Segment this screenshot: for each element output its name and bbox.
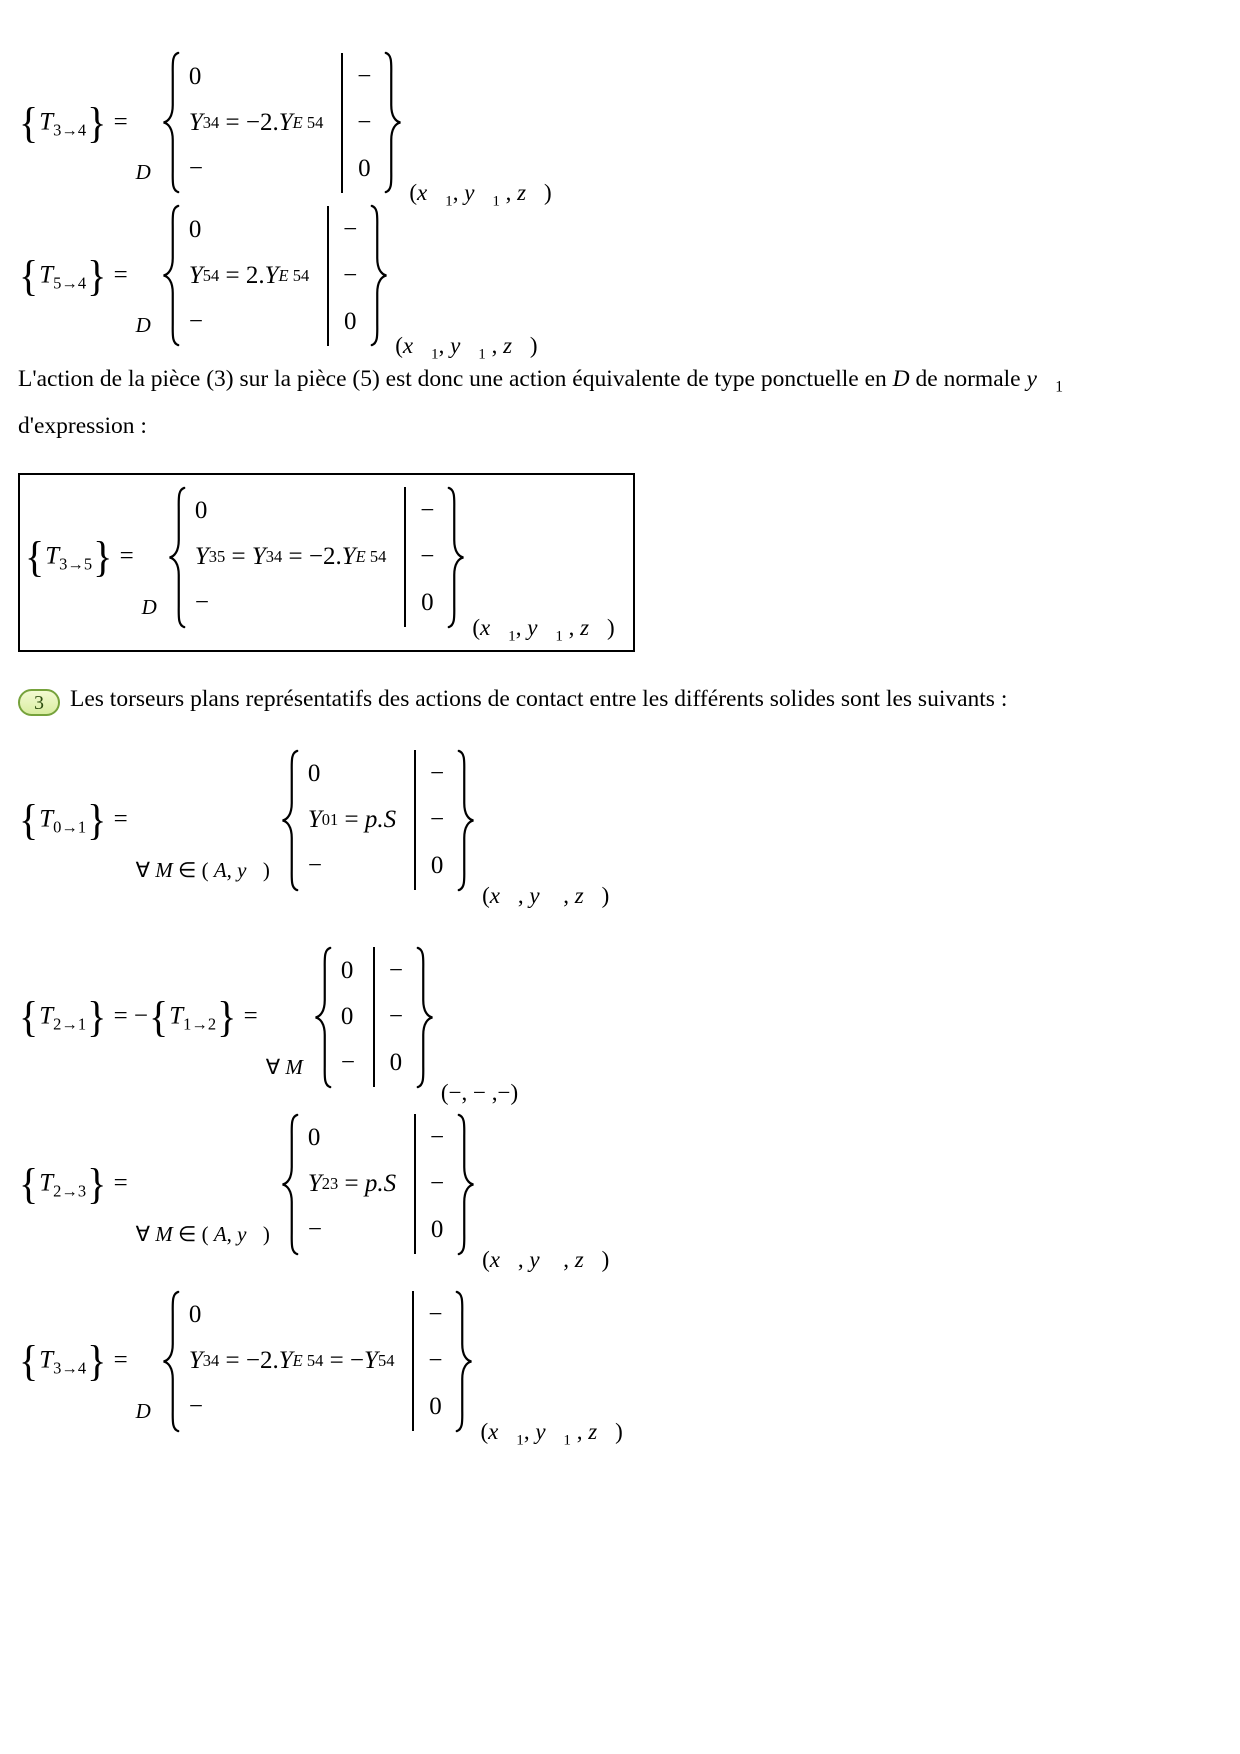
matrix-cell: 0 — [430, 1216, 444, 1244]
matrix-cell: − — [188, 307, 203, 335]
paragraph-action-piece3-on-piece5: L'action de la pièce (3) sur la pièce (5) est donc une action équivalente de type ponctuelle en D de normale $y⃗_1$ d'expression : — [18, 366, 1063, 439]
matrix-cell: − — [357, 108, 372, 136]
torseur-lhs: $\{T_{3\to 4}\}$ = — [19, 1336, 128, 1385]
torseur-equation-T2to3 — [18, 1112, 1212, 1272]
force-components-column — [189, 207, 309, 345]
moment-components-column — [416, 488, 438, 626]
matrix-cell: 0 — [307, 760, 321, 788]
matrix-cell: − — [428, 1347, 443, 1375]
force-components-column — [308, 1115, 396, 1253]
force-components-column — [189, 1292, 395, 1430]
matrix-cell: − — [388, 957, 403, 985]
matrix-cell: 0 — [430, 852, 444, 880]
matrix-cell: − — [343, 261, 358, 289]
matrix-cell: − — [188, 154, 203, 182]
moment-components-column — [426, 1115, 448, 1253]
torseur-matrix — [159, 1289, 623, 1449]
moment-components-column — [385, 948, 407, 1086]
matrix-divider — [414, 1114, 416, 1254]
closing-brace-icon — [415, 945, 437, 1090]
torseur-point-subscript: ∀ M ∈ ( A, y⃗) — [135, 857, 270, 882]
torseur-lhs: $\{T_{0\to 1}\}$ = — [19, 795, 128, 844]
closing-brace-icon — [454, 1289, 476, 1434]
torseur-basis: (x⃗, y⃗ , z⃗) — [482, 882, 610, 908]
force-components-column — [195, 488, 387, 626]
torseur-matrix — [159, 203, 538, 363]
torseur-basis: (−, − ,−) — [440, 1079, 519, 1105]
matrix-cell: Y 35 = Y 34 = −2. Y E 54 — [194, 543, 387, 571]
torseur-basis: (x⃗, y⃗ , z⃗) — [482, 1246, 610, 1272]
matrix-cell: 0 — [340, 957, 354, 985]
opening-brace-icon — [159, 203, 181, 348]
matrix-cell: − — [430, 1170, 445, 1198]
matrix-cell: 0 — [343, 307, 357, 335]
torseur-point-subscript: D — [135, 313, 151, 337]
torseur-equation-T0to1 — [18, 748, 1212, 908]
opening-brace-icon — [278, 1112, 300, 1257]
closing-brace-icon — [456, 1112, 478, 1257]
torseur-basis: ($x⃗_1$, $y⃗_1$ , z⃗) — [395, 333, 538, 363]
opening-brace-icon — [159, 50, 181, 195]
matrix-divider — [404, 487, 406, 627]
matrix-divider — [412, 1291, 414, 1431]
matrix-divider — [341, 53, 343, 193]
torseur-equation-T5to4 — [18, 203, 1212, 363]
matrix-cell: 0 — [194, 497, 208, 525]
moment-components-column — [424, 1292, 446, 1430]
torseur-lhs: $\{T_{5\to 4}\}$ = — [19, 250, 128, 300]
matrix-cell: − — [340, 1049, 355, 1077]
boxed-result-equation — [18, 473, 635, 652]
matrix-cell: Y 23 = p.S — [307, 1170, 397, 1198]
matrix-cell: − — [357, 62, 372, 90]
matrix-divider — [414, 750, 416, 890]
matrix-cell: − — [188, 1393, 203, 1421]
matrix-cell: 0 — [358, 154, 371, 182]
torseur-basis: ($x⃗_1$, $y⃗_1$ , z⃗) — [409, 180, 552, 210]
matrix-divider — [373, 947, 375, 1087]
torseur-basis: ($x⃗_1$, $y⃗_1$ , z⃗) — [472, 615, 615, 645]
torseur-lhs: $\{T_{3\to 5}\}$ = — [25, 532, 134, 581]
matrix-cell: − — [430, 1124, 445, 1152]
opening-brace-icon — [311, 945, 333, 1090]
matrix-cell: − — [420, 543, 435, 571]
closing-brace-icon — [369, 203, 391, 348]
closing-brace-icon — [446, 485, 468, 630]
torseur-point-subscript: D — [141, 594, 157, 619]
torseur-equation-T3to4-bottom — [18, 1289, 1212, 1449]
force-components-column — [308, 751, 396, 889]
matrix-cell: 0 — [429, 1393, 442, 1421]
matrix-divider — [327, 206, 329, 346]
torseur-point-subscript: D — [135, 1398, 151, 1423]
matrix-cell: 0 — [188, 1301, 202, 1329]
torseur-point-subscript: ∀ M ∈ ( A, y⃗) — [135, 1221, 270, 1246]
torseur-equation-T3to5 — [24, 485, 615, 645]
moment-components-column — [353, 54, 375, 192]
item-3-text: Les torseurs plans représentatifs des actions de contact entre les différents solides sont les suivants : — [70, 685, 1008, 712]
matrix-cell: − — [430, 806, 445, 834]
matrix-cell: − — [307, 1216, 322, 1244]
item-number-badge: 3 — [18, 689, 60, 716]
moment-components-column — [339, 207, 361, 345]
torseur-matrix — [278, 748, 610, 908]
matrix-cell: − — [343, 215, 358, 243]
torseur-matrix — [278, 1112, 610, 1272]
force-components-column — [341, 948, 355, 1086]
torseur-matrix — [165, 485, 615, 645]
torseur-matrix — [311, 945, 519, 1105]
numbered-item-3 — [18, 680, 1028, 718]
matrix-cell: Y 54 = 2. Y E 54 — [188, 261, 310, 289]
opening-brace-icon — [159, 1289, 181, 1434]
torseur-equation-T3to4 — [18, 50, 1212, 210]
torseur-point-subscript: D — [135, 160, 151, 184]
matrix-cell: Y 34 = −2. Y E 54 = − Y 54 — [188, 1347, 395, 1375]
opening-brace-icon — [278, 748, 300, 893]
matrix-cell: 0 — [188, 62, 202, 90]
matrix-cell: Y 01 = p.S — [307, 806, 397, 834]
moment-components-column — [426, 751, 448, 889]
matrix-cell: − — [194, 589, 209, 617]
torseur-point-subscript: ∀ M — [265, 1054, 303, 1079]
torseur-basis: ($x⃗_1$, $y⃗_1$ , z⃗) — [480, 1419, 623, 1449]
force-components-column — [189, 54, 323, 192]
matrix-cell: − — [420, 497, 435, 525]
closing-brace-icon — [383, 50, 405, 195]
matrix-cell: − — [430, 760, 445, 788]
closing-brace-icon — [456, 748, 478, 893]
matrix-cell: Y 34 = −2. Y E 54 — [188, 108, 324, 136]
torseur-matrix — [159, 50, 552, 210]
matrix-cell: 0 — [389, 1049, 403, 1077]
torseur-equation-T2to1 — [18, 945, 1212, 1105]
matrix-cell: − — [307, 852, 322, 880]
matrix-cell: − — [428, 1301, 443, 1329]
matrix-cell: 0 — [188, 215, 202, 243]
torseur-lhs: $\{T_{2\to 1}\} = -\{T_{1\to 2}\}$ = — [19, 992, 258, 1041]
matrix-cell: 0 — [340, 1003, 354, 1031]
torseur-lhs: $\{T_{2\to 3}\}$ = — [19, 1159, 128, 1208]
torseur-lhs: $\{T_{3\to 4}\}$ = — [19, 97, 128, 147]
matrix-cell: 0 — [307, 1124, 321, 1152]
matrix-cell: 0 — [421, 589, 434, 617]
opening-brace-icon — [165, 485, 187, 630]
matrix-cell: − — [388, 1003, 403, 1031]
